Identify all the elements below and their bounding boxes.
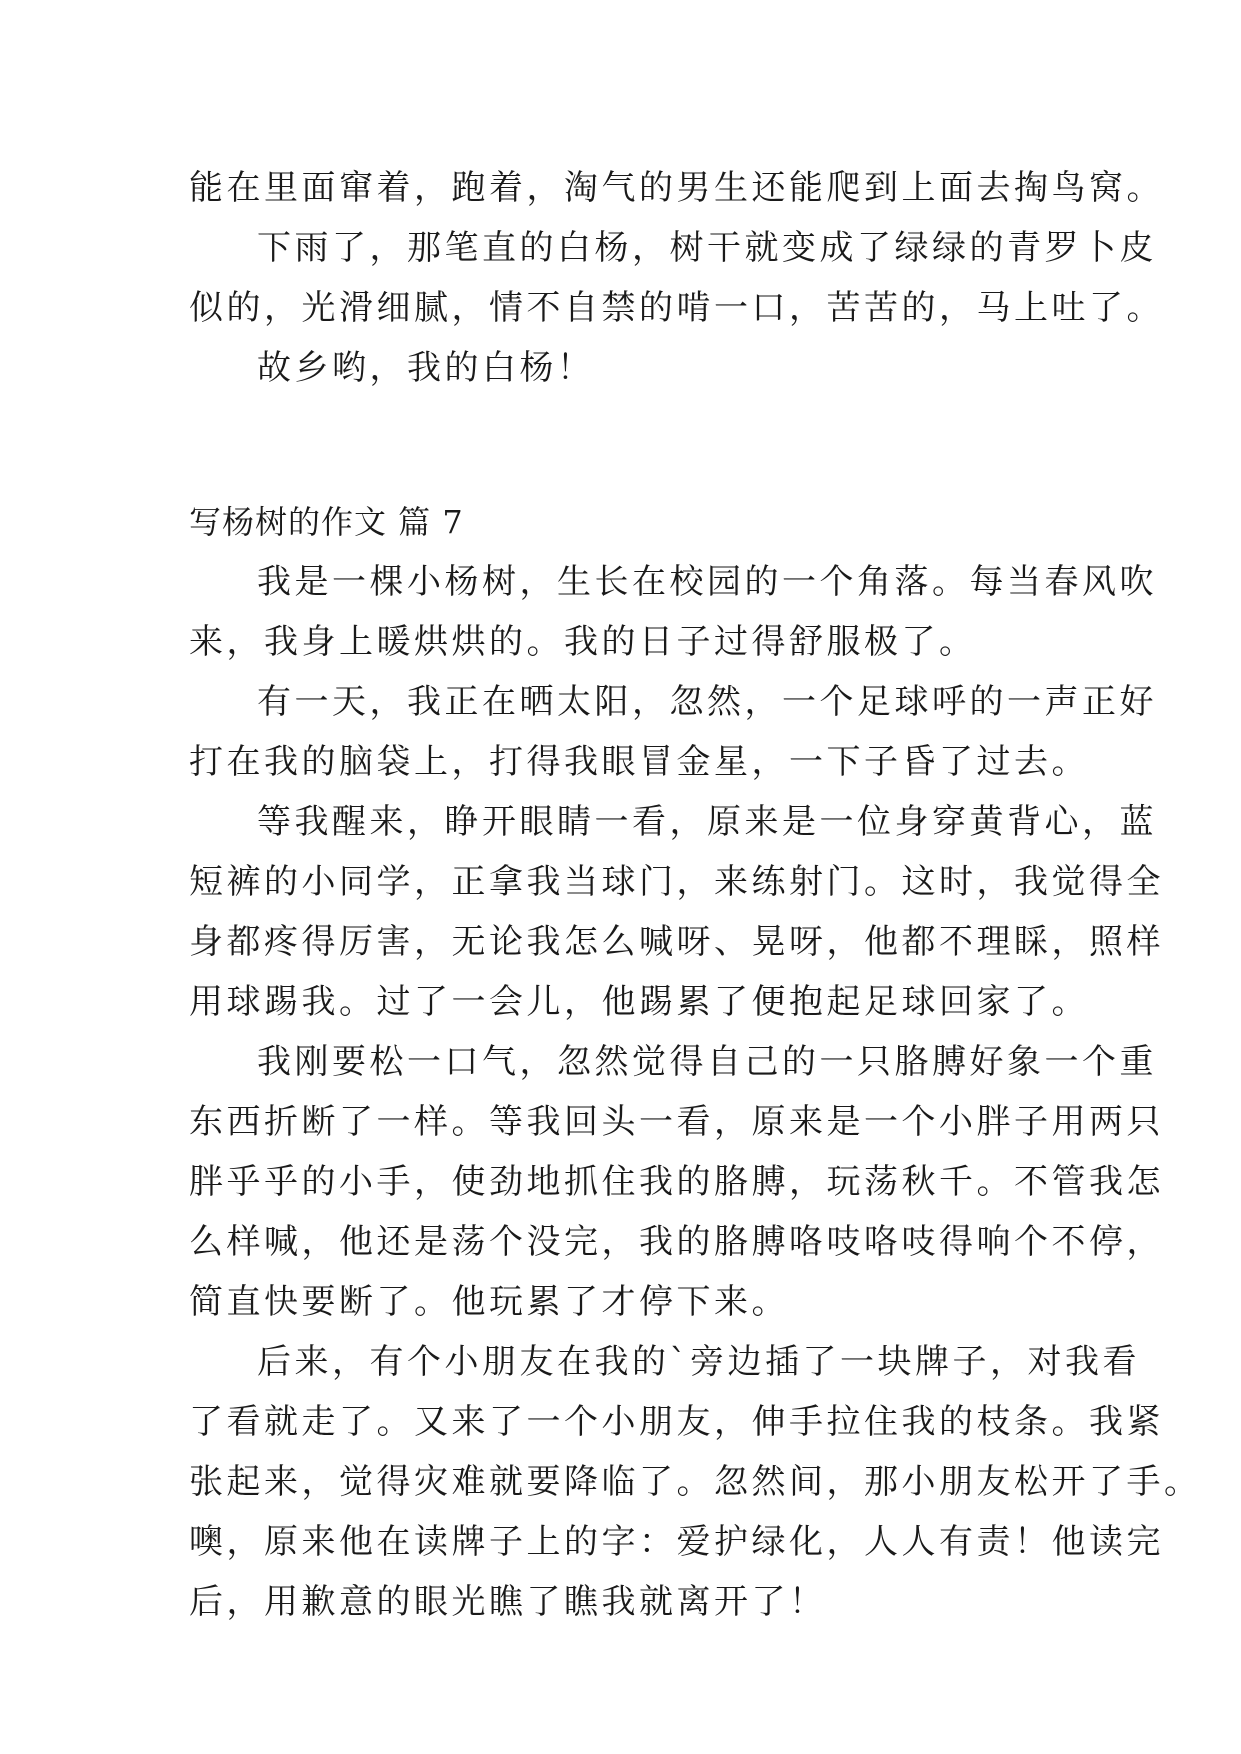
- text-line: 后，用歉意的眼光瞧了瞧我就离开了！: [189, 1582, 827, 1622]
- paragraph: [189, 338, 1069, 398]
- text-line: 东西折断了一样。等我回头一看，原来是一个小胖子用两只: [189, 1102, 1164, 1142]
- text-line: 等我醒来，睁开眼睛一看，原来是一位身穿黄背心，蓝: [257, 802, 1157, 842]
- text-line: 身都疼得厉害，无论我怎么喊呀、晃呀，他都不理睬，照样: [189, 922, 1164, 962]
- text-line: 短裤的小同学，正拿我当球门，来练射门。这时，我觉得全: [189, 862, 1164, 902]
- section-heading: 写杨树的作文 篇 7: [189, 503, 464, 541]
- text-line: 张起来，觉得灾难就要降临了。忽然间，那小朋友松开了手。: [189, 1462, 1202, 1502]
- paragraph: [189, 1332, 1202, 1632]
- text-line: 后来，有个小朋友在我的`旁边插了一块牌子，对我看: [257, 1342, 1140, 1382]
- section-spacer: [189, 398, 1069, 492]
- paragraph: [189, 1032, 1164, 1332]
- paragraph: [189, 792, 1164, 1032]
- text-line: 我是一棵小杨树，生长在校园的一个角落。每当春风吹: [257, 562, 1157, 602]
- text-line: 故乡哟，我的白杨！: [257, 348, 595, 388]
- paragraph: [189, 218, 1164, 338]
- text-line: 胖乎乎的小手，使劲地抓住我的胳膊，玩荡秋千。不管我怎: [189, 1162, 1164, 1202]
- paragraph: [189, 672, 1157, 792]
- text-line: 噢，原来他在读牌子上的字：爱护绿化，人人有责！他读完: [189, 1522, 1164, 1562]
- text-line: 来，我身上暖烘烘的。我的日子过得舒服极了。: [189, 622, 977, 662]
- paragraph: [189, 552, 1157, 672]
- text-line: 有一天，我正在晒太阳，忽然，一个足球呼的一声正好: [257, 682, 1157, 722]
- text-line: 用球踢我。过了一会儿，他踢累了便抱起足球回家了。: [189, 982, 1089, 1022]
- text-line: 了看就走了。又来了一个小朋友，伸手拉住我的枝条。我紧: [189, 1402, 1164, 1442]
- text-line: 似的，光滑细腻，情不自禁的啃一口，苦苦的，马上吐了。: [189, 288, 1164, 328]
- text-line: 我刚要松一口气，忽然觉得自己的一只胳膊好象一个重: [257, 1042, 1157, 1082]
- text-line: 能在里面窜着，跑着，淘气的男生还能爬到上面去掏鸟窝。: [189, 168, 1164, 208]
- document-page: [189, 158, 1202, 1632]
- paragraph: [189, 158, 1164, 218]
- text-line: 下雨了，那笔直的白杨，树干就变成了绿绿的青罗卜皮: [257, 228, 1157, 268]
- text-line: 打在我的脑袋上，打得我眼冒金星，一下子昏了过去。: [189, 742, 1089, 782]
- text-line: 么样喊，他还是荡个没完，我的胳膊咯吱咯吱得响个不停，: [189, 1222, 1164, 1262]
- text-line: 简直快要断了。他玩累了才停下来。: [189, 1282, 789, 1322]
